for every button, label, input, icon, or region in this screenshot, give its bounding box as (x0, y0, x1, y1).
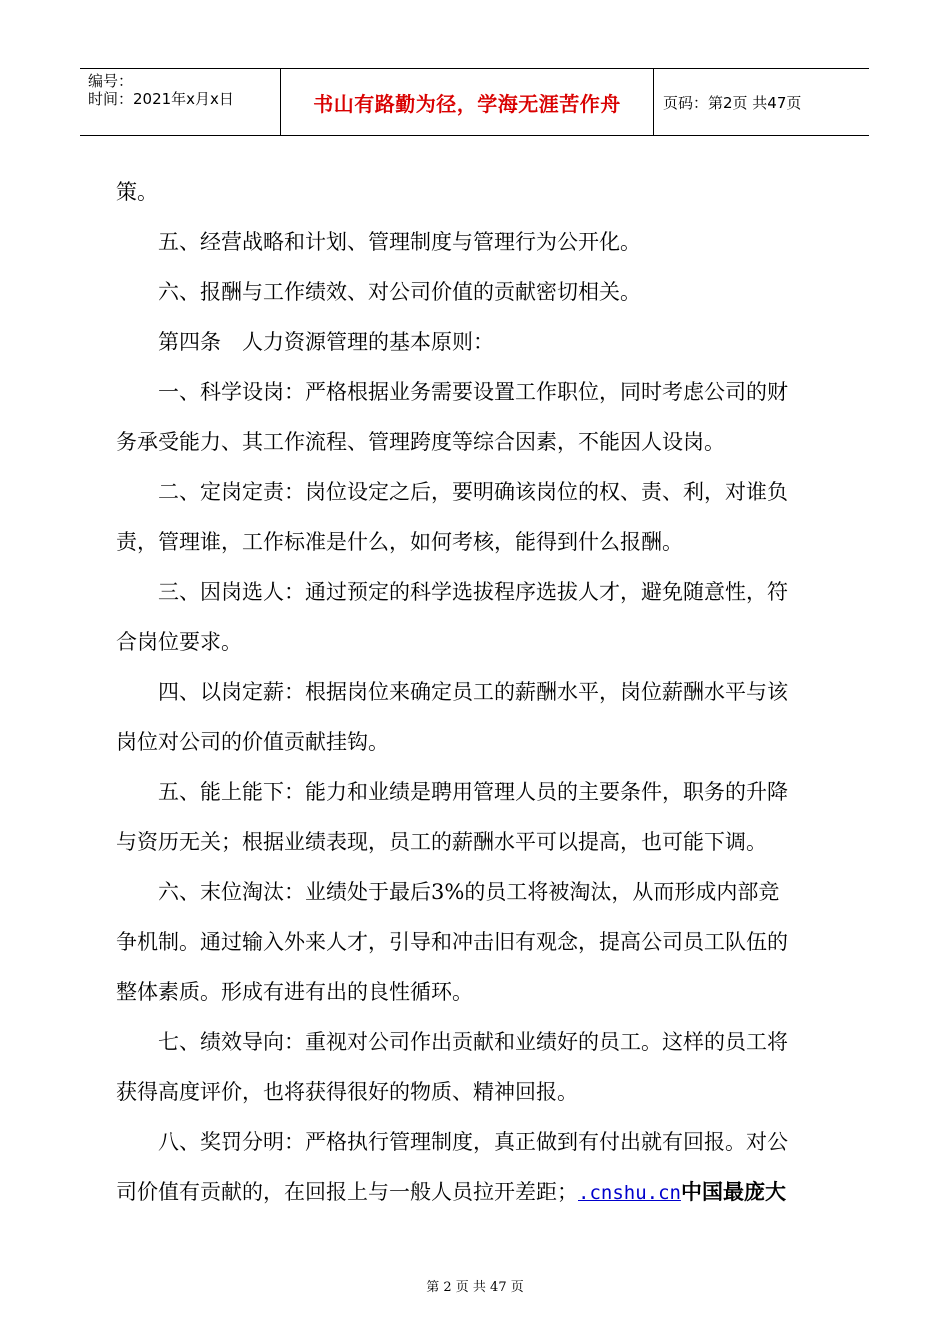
body-line: 整体素质。形成有进有出的良性循环。 (116, 980, 473, 1004)
header-page-info: 页码：第2页 共47页 (663, 93, 802, 112)
document-body (116, 167, 838, 1217)
body-line: 五、能上能下：能力和业绩是聘用管理人员的主要条件，职务的升降 (158, 780, 788, 804)
body-line: 争机制。通过输入外来人才，引导和冲击旧有观念，提高公司员工队伍的 (116, 930, 788, 954)
body-line: 岗位对公司的价值贡献挂钩。 (116, 730, 389, 754)
body-line: 六、末位淘汰：业绩处于最后3%的员工将被淘汰，从而形成内部竞 (158, 880, 780, 904)
body-line: 二、定岗定责：岗位设定之后，要明确该岗位的权、责、利，对谁负 (158, 480, 788, 504)
body-line-last (116, 1167, 838, 1217)
body-line: 八、奖罚分明：严格执行管理制度，真正做到有付出就有回报。对公 (158, 1130, 788, 1154)
header-slogan: 书山有路勤为径，学海无涯苦作舟 (281, 69, 654, 135)
document-number-label: 编号： (88, 72, 134, 90)
body-line: 七、绩效导向：重视对公司作出贡献和业绩好的员工。这样的员工将 (158, 1030, 788, 1054)
article-heading: 第四条 人力资源管理的基本原则： (158, 330, 494, 354)
page-footer: 第 2 页 共 47 页 (426, 1280, 524, 1295)
body-line: 五、经营战略和计划、管理制度与管理行为公开化。 (158, 230, 641, 254)
body-line: 策。 (116, 180, 158, 204)
body-line: 一、科学设岗：严格根据业务需要设置工作职位，同时考虑公司的财 (158, 380, 788, 404)
bold-text: 中国最庞大 (680, 1180, 786, 1204)
body-line: 责，管理谁，工作标准是什么，如何考核，能得到什么报酬。 (116, 530, 683, 554)
body-line: 获得高度评价，也将获得很好的物质、精神回报。 (116, 1080, 578, 1104)
header-meta (80, 69, 281, 135)
site-link[interactable]: .cnshu.cn (578, 1182, 681, 1204)
body-line: 合岗位要求。 (116, 630, 242, 654)
body-line: 四、以岗定薪：根据岗位来确定员工的薪酬水平，岗位薪酬水平与该 (158, 680, 788, 704)
body-line: 与资历无关；根据业绩表现，员工的薪酬水平可以提高，也可能下调。 (116, 830, 767, 854)
body-line: 六、报酬与工作绩效、对公司价值的贡献密切相关。 (158, 280, 641, 304)
document-time-label: 时间：2021年x月x日 (88, 90, 234, 108)
page-header (80, 68, 869, 136)
body-line-text: 司价值有贡献的，在回报上与一般人员拉开差距； (116, 1180, 578, 1204)
body-line: 务承受能力、其工作流程、管理跨度等综合因素，不能因人设岗。 (116, 430, 725, 454)
body-line: 三、因岗选人：通过预定的科学选拔程序选拔人才，避免随意性，符 (158, 580, 788, 604)
